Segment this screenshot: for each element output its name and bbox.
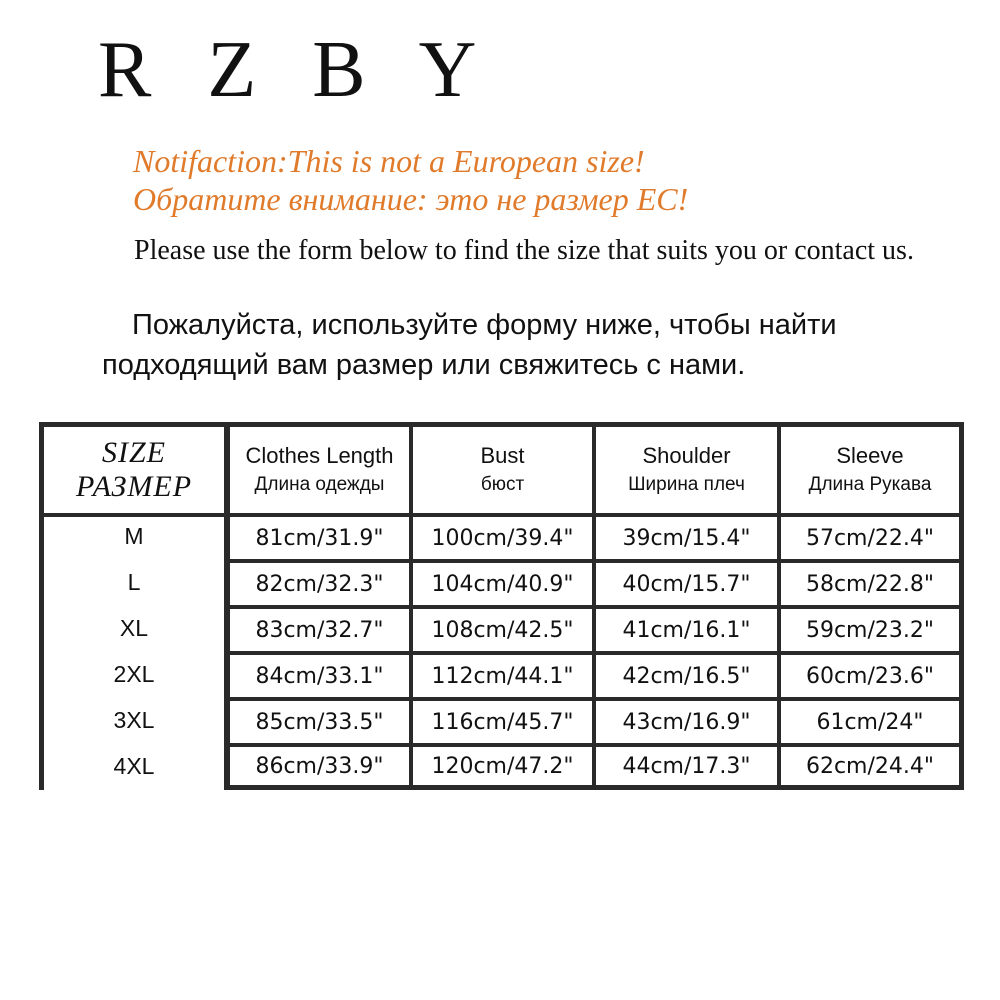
size-chart-table [39, 422, 964, 790]
size-label: M [124, 523, 144, 549]
measurement-cell-clothes-length [230, 517, 409, 559]
measurement-value: 84cm/33.1" [255, 663, 384, 689]
measurement-cell-sleeve [781, 517, 959, 559]
header-cell-bust [413, 427, 592, 513]
header-cell-size [44, 427, 224, 513]
measurement-cell-sleeve [781, 609, 959, 651]
measurement-value: 116cm/45.7" [431, 709, 574, 735]
header-label-size: SIZE [102, 436, 166, 469]
measurement-cell-sleeve [781, 701, 959, 743]
size-label: L [127, 569, 141, 595]
size-label: 4XL [113, 753, 155, 779]
measurement-cell-sleeve [781, 747, 959, 785]
header-label-size-ru: РАЗМЕР [75, 470, 193, 503]
notice-english: Notifaction:This is not a European size! [133, 143, 645, 179]
measurement-cell-clothes-length [230, 655, 409, 697]
measurement-cell-shoulder [596, 517, 777, 559]
measurement-value: 81cm/31.9" [255, 525, 384, 551]
size-cell [44, 563, 224, 611]
measurement-cell-clothes-length [230, 747, 409, 785]
header-cell-clothes-length [230, 427, 409, 513]
measurement-value: 44cm/17.3" [622, 753, 751, 779]
measurement-cell-bust [413, 655, 592, 697]
measurement-value: 120cm/47.2" [431, 753, 574, 779]
instructions-russian: Пожалуйста, используйте форму ниже, чтобы найти подходящий вам размер или свяжитесь с нами. [102, 309, 837, 381]
measurement-value: 39cm/15.4" [622, 525, 751, 551]
measurement-cell-clothes-length [230, 701, 409, 743]
header-label-shoulder-ru: Ширина плеч [628, 474, 745, 495]
notice-russian: Обратите внимание: это не размер ЕС! [133, 181, 689, 217]
measurement-cell-bust [413, 747, 592, 785]
header-label-clothes-length: Clothes Length [245, 443, 394, 468]
measurement-value: 59cm/23.2" [805, 617, 935, 643]
measurement-cell-shoulder [596, 563, 777, 605]
measurement-value: 86cm/33.9" [255, 753, 384, 779]
measurement-cell-bust [413, 563, 592, 605]
header-cell-shoulder [596, 427, 777, 513]
measurement-value: 61cm/24" [816, 709, 924, 735]
measurement-value: 58cm/22.8" [805, 571, 935, 597]
measurement-value: 100cm/39.4" [431, 525, 574, 551]
measurement-value: 62cm/24.4" [805, 753, 935, 779]
measurement-value: 104cm/40.9" [431, 571, 574, 597]
measurement-value: 85cm/33.5" [255, 709, 384, 735]
measurement-value: 82cm/32.3" [255, 571, 384, 597]
measurement-cell-sleeve [781, 655, 959, 697]
brand-logo: R Z B Y [98, 26, 495, 114]
header-label-sleeve-ru: Длина Рукава [808, 474, 932, 495]
measurement-value: 40cm/15.7" [622, 571, 751, 597]
size-label: 3XL [113, 707, 155, 733]
header-label-sleeve: Sleeve [836, 443, 904, 468]
measurement-value: 43cm/16.9" [622, 709, 751, 735]
header-label-bust-ru: бюст [480, 474, 525, 495]
size-cell [44, 609, 224, 657]
measurement-value: 41cm/16.1" [622, 617, 751, 643]
header-label-shoulder: Shoulder [642, 443, 731, 468]
measurement-cell-clothes-length [230, 609, 409, 651]
measurement-value: 108cm/42.5" [431, 617, 574, 643]
measurement-cell-bust [413, 701, 592, 743]
measurement-cell-clothes-length [230, 563, 409, 605]
measurement-cell-shoulder [596, 609, 777, 651]
size-label: 2XL [113, 661, 155, 687]
size-cell [44, 655, 224, 703]
measurement-value: 60cm/23.6" [805, 663, 935, 689]
size-label: XL [119, 615, 149, 641]
header-label-clothes-length-ru: Длина одежды [254, 474, 385, 495]
measurement-cell-shoulder [596, 747, 777, 785]
measurement-value: 112cm/44.1" [431, 663, 574, 689]
measurement-cell-sleeve [781, 563, 959, 605]
measurement-value: 57cm/22.4" [805, 525, 935, 551]
measurement-cell-shoulder [596, 655, 777, 697]
size-cell [44, 701, 224, 749]
size-cell [44, 517, 224, 565]
measurement-cell-bust [413, 517, 592, 559]
header-label-bust: Bust [480, 443, 525, 468]
header-cell-sleeve [781, 427, 959, 513]
size-cell [44, 747, 224, 791]
measurement-cell-bust [413, 609, 592, 651]
measurement-value: 42cm/16.5" [622, 663, 751, 689]
instructions-english: Please use the form below to find the size that suits you or contact us. [134, 235, 914, 266]
measurement-value: 83cm/32.7" [255, 617, 384, 643]
measurement-cell-shoulder [596, 701, 777, 743]
